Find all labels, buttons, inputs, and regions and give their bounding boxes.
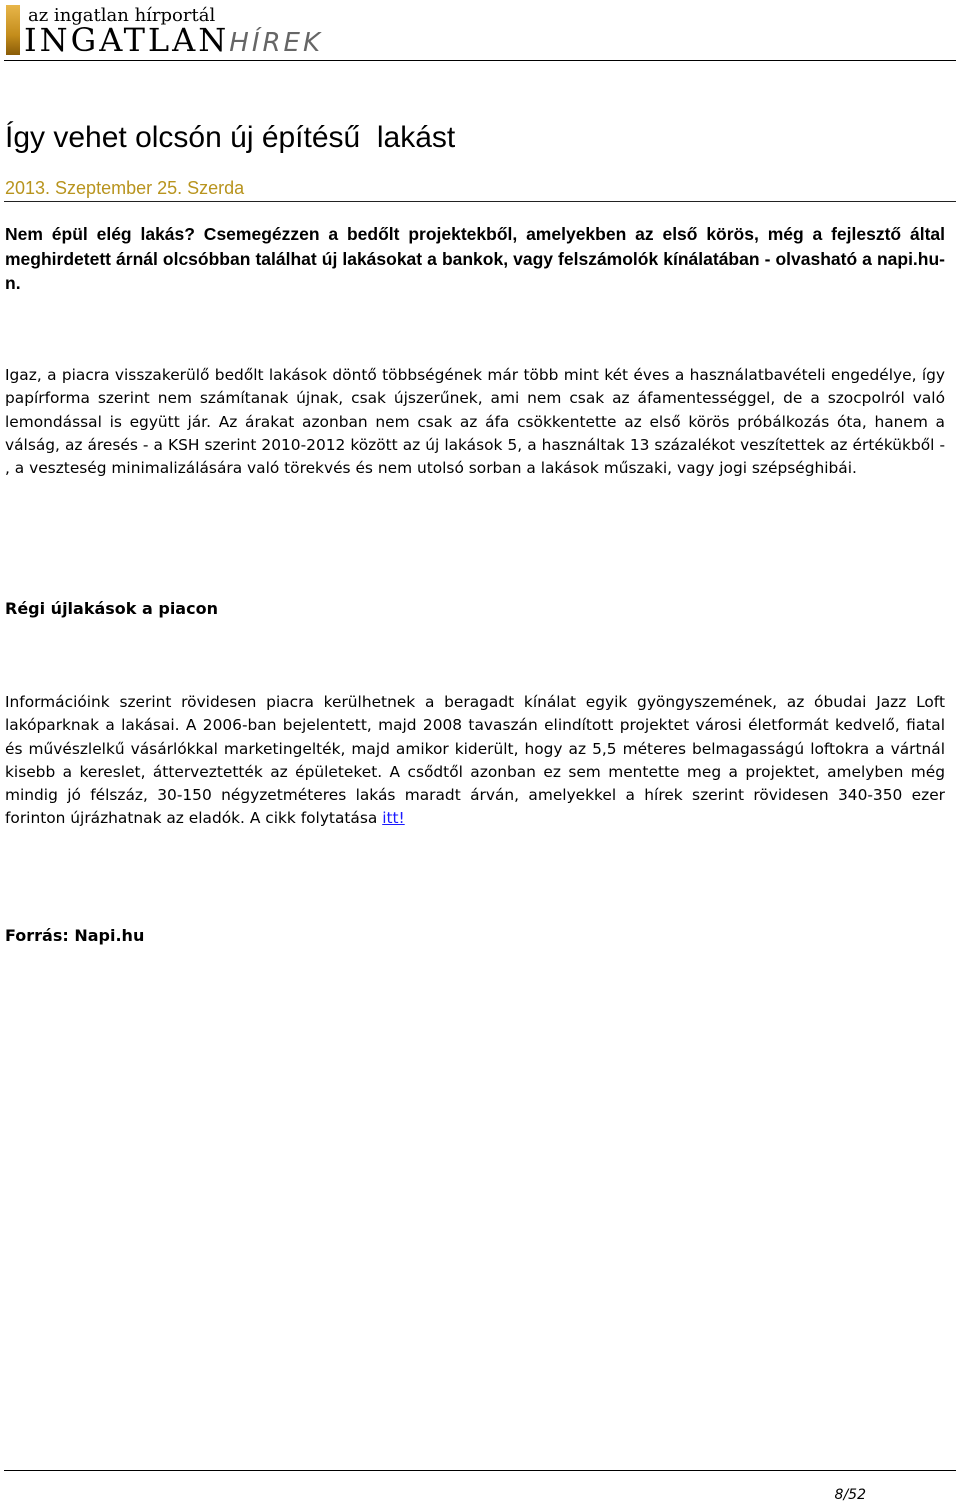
page-number: 8/52	[834, 1487, 866, 1503]
article-paragraph-2-text: Információink szerint rövidesen piacra kerülhetnek a beragadt kínálat egyik gyöngyszemének, az óbudai Jazz Loft lakóparknak a lakásai. A 2006-ban bejelentett, majd 2008 tavaszán elindított projektet városi életformát kedvelő, fiatal és művészlelkű vásárlókkal marketingelték, majd amikor kiderült, hogy az 5,5 méteres belmagasságú loftokra a vártnál kisebb a kereslet, átterveztették az épületeket. A csődtől azonban ez sem mentette meg a projektet, amelyben még mindig jó félszáz, 30-150 négyzetméteres lakás maradt árván, amelyekkel a hírek szerint rövidesen 340-350 ezer forinton újrázhatnak az eladók. A cikk folytatása	[5, 693, 945, 828]
article-source: Forrás: Napi.hu	[5, 926, 145, 945]
article-date: 2013. Szeptember 25. Szerda	[5, 178, 245, 198]
logo-wordmark-accent: HÍREK	[229, 28, 324, 58]
logo-wordmark	[24, 22, 323, 61]
site-logo[interactable]	[6, 2, 336, 58]
logo-bar-graphic	[6, 5, 20, 55]
date-divider	[4, 201, 956, 202]
article-subheading: Régi újlakások a piacon	[5, 599, 218, 618]
article-lead: Nem épül elég lakás? Csemegézzen a bedőlt projektekből, amelyekben az első körös, még a fejlesztő által meghirdetett árnál olcsóbban találhat új lakásokat a bankok, vagy felszámolók kínálatában - olvasható a napi.hu-n.	[5, 224, 945, 293]
article-paragraph-2	[5, 691, 945, 831]
header-divider	[4, 60, 956, 61]
logo-wordmark-main: INGATLAN	[24, 21, 230, 59]
article-title: Így vehet olcsón új építésű lakást	[5, 121, 456, 154]
article-paragraph-1: Igaz, a piacra visszakerülő bedőlt lakások döntő többségének már több mint két éves a használatbavételi engedélye, így papírforma szerint nem számítanak újnak, csak újszerűnek, ami nem csak az áfamentességgel, de a szocpolról való lemondással is együtt jár. Az árakat azonban nem csak az áfa csökkentette az első körös próbálkozás óta, hanem a válság, az áresés - a KSH szerint 2010-2012 között az új lakások 5, a használtak 13 százalékot veszítettek az értékükből - , a veszteség minimalizálására való törekvés és nem utolsó sorban a lakások műszaki, vagy jogi szépséghibái.	[5, 366, 945, 478]
read-more-link[interactable]: itt!	[382, 809, 405, 828]
footer-divider	[4, 1470, 956, 1471]
logo-tagline: az ingatlan hírportál	[28, 5, 216, 26]
